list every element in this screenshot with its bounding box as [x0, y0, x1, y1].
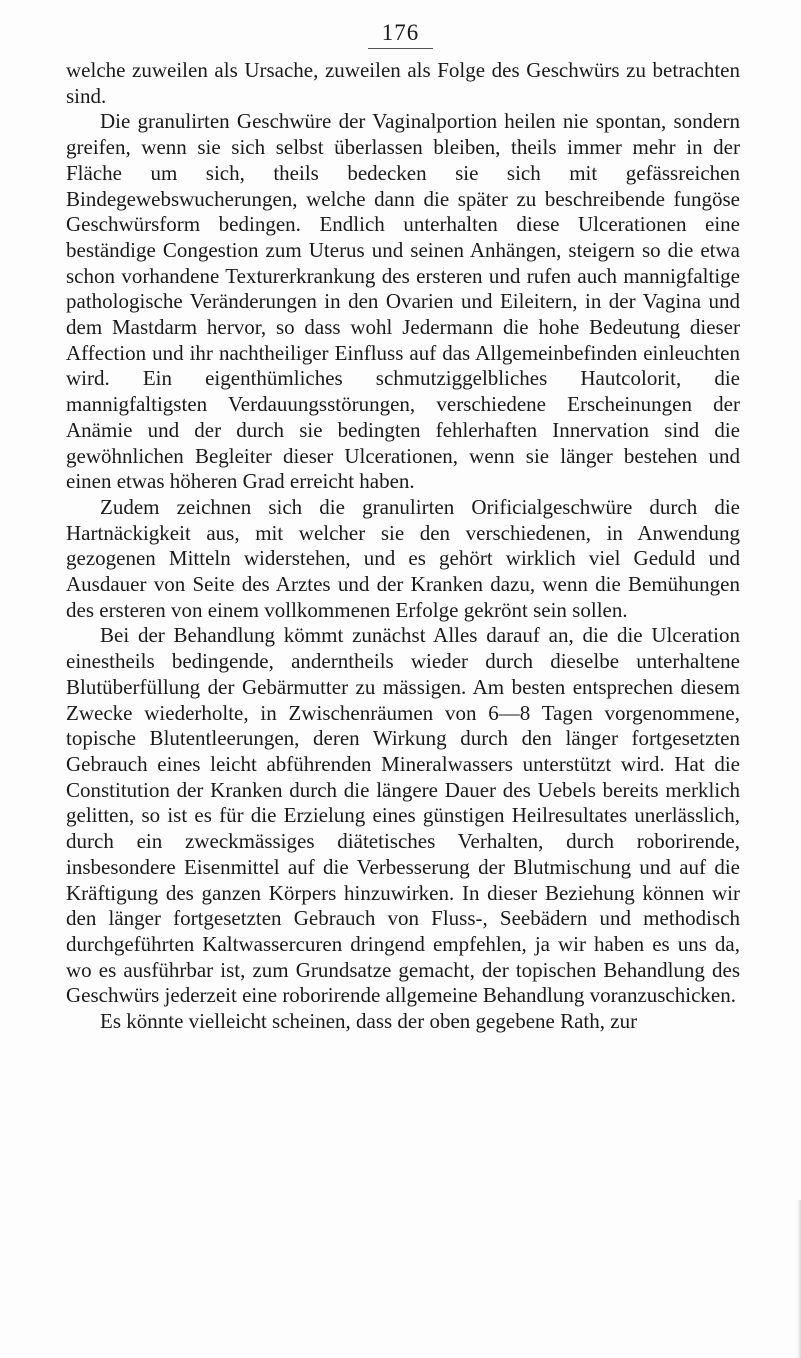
page-edge-shadow: [797, 1200, 801, 1358]
paragraph-behandlung: Bei der Behandlung kömmt zunächst Alles darauf an, die die Ulceration einestheils bedingende, anderntheils wieder durch dieselbe unterhaltene Blutüberfüllung der Gebärmutter zu mässigen. Am besten entsprechen diesem Zwecke wiederholte, in Zwischenräumen von 6—8 Tagen vorgenommene, topische Blutentleerungen, deren Wirkung durch den länger fortgesetzten Gebrauch eines leicht abführenden Mineralwassers unterstützt wird. Hat die Constitution der Kranken durch die längere Dauer des Uebels bereits merklich gelitten, so ist es für die Erzielung eines günstigen Heilresultates unerlässlich, durch ein zweckmässiges diätetisches Verhalten, durch roborirende, insbesondere Eisenmittel auf die Verbesserung der Blutmischung und auf die Kräftigung des ganzen Körpers hinzuwirken. In dieser Beziehung können wir den länger fortgesetzten Gebrauch von Fluss-, Seebädern und methodisch durchgeführten Kaltwassercuren dringend empfehlen, ja wir haben es uns da, wo es ausführbar ist, zum Grundsatze gemacht, der topischen Behandlung des Geschwürs jederzeit eine roborirende allgemeine Behandlung voranzuschicken.: [66, 623, 740, 1008]
body-text: [66, 58, 740, 1035]
page-number: 176: [0, 20, 801, 49]
paragraph-continuation: welche zuweilen als Ursache, zuweilen als Folge des Geschwürs zu betrachten sind.: [66, 58, 740, 108]
paragraph-granulirte-geschwuere: Die granulirten Geschwüre der Vaginalportion heilen nie spontan, sondern greifen, wenn sie sich selbst überlassen bleiben, theils immer mehr in der Fläche um sich, theils bedecken sie sich mit gefässreichen Bindegewebswucherungen, welche dann die später zu beschreibende fungöse Geschwürsform bedingen. Endlich unterhalten diese Ulcerationen eine beständige Congestion zum Uterus und seinen Anhängen, steigern so die etwa schon vorhandene Texturerkrankung des ersteren und rufen auch mannigfaltige pathologische Veränderungen in den Ovarien und Eileitern, in der Vagina und dem Mastdarm hervor, so dass wohl Jedermann die hohe Bedeutung dieser Affection und ihr nachtheiliger Einfluss auf das Allgemeinbefinden einleuchten wird. Ein eigenthümliches schmutziggelbliches Hautcolorit, die mannigfaltigsten Verdauungsstörungen, verschiedene Erscheinungen der Anämie und der durch sie bedingten fehlerhaften Innervation sind die gewöhnlichen Begleiter dieser Ulcerationen, wenn sie länger bestehen und einen etwas höheren Grad erreicht haben.: [66, 109, 740, 494]
paragraph-hartnaeckigkeit: Zudem zeichnen sich die granulirten Orificialgeschwüre durch die Hartnäckigkeit aus, mit welcher sie den verschiedenen, in Anwendung gezogenen Mitteln widerstehen, und es gehört wirklich viel Geduld und Ausdauer von Seite des Arztes und der Kranken dazu, wenn die Bemühungen des ersteren von einem vollkommenen Erfolge gekrönt sein sollen.: [66, 494, 740, 622]
paragraph-rath: Es könnte vielleicht scheinen, dass der oben gegebene Rath, zur: [100, 1009, 638, 1034]
